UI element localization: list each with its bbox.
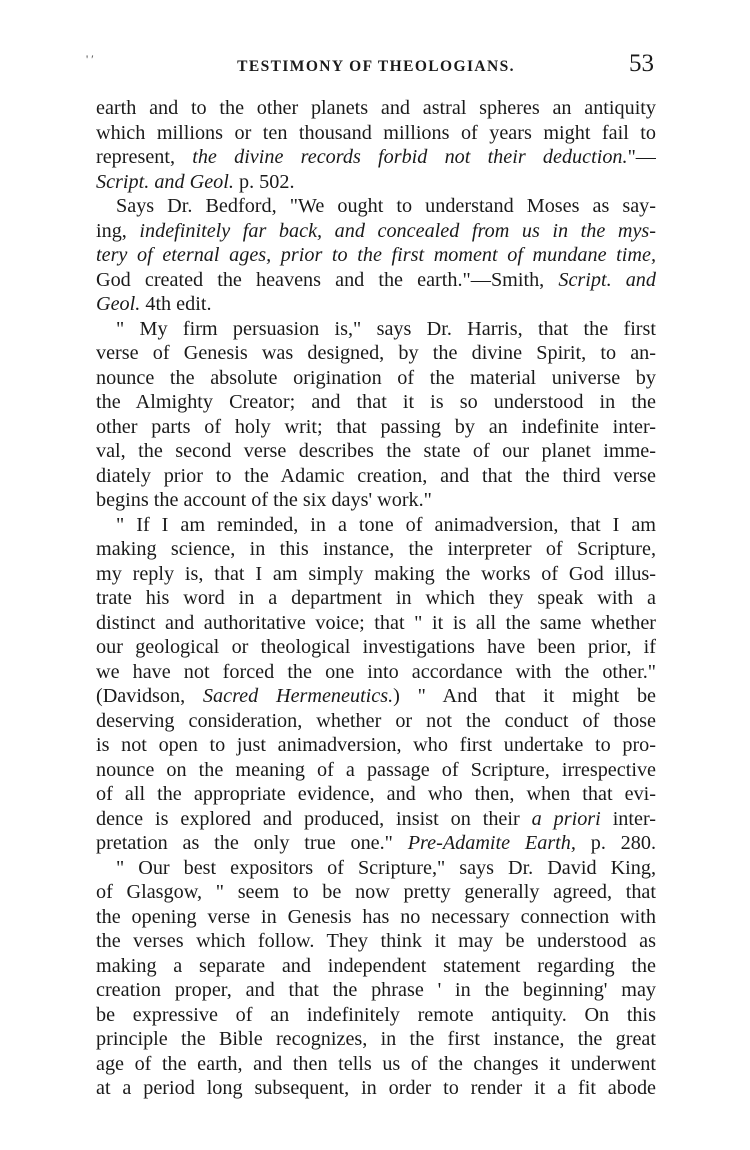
text-line [96, 905, 656, 930]
line-text: nounce on the meaning of a passage of Scripture, irrespective [96, 758, 656, 781]
line-text: earth and to the other planets and astral spheres an antiquity [96, 97, 656, 119]
line-text: is not open to just animadversion, who first undertake to pro- [96, 734, 656, 756]
text-line [96, 96, 656, 121]
text-line [96, 562, 656, 587]
text-line [96, 880, 656, 905]
line-text: " If I am reminded, in a tone of animadversion, that I am [116, 513, 656, 536]
line-italic: Script. and [558, 268, 656, 291]
text-line [96, 170, 656, 195]
page-number: 53 [629, 50, 654, 77]
page-header [86, 50, 656, 90]
text-line [96, 488, 656, 513]
line-text: verse of Genesis was designed, by the divine Spirit, to an- [96, 342, 656, 364]
text-line [96, 954, 656, 979]
line-text: which millions or ten thousand millions of years might fail to [96, 121, 656, 144]
line-text: deserving consideration, whether or not the conduct of those [96, 709, 656, 732]
line-text: the verses which follow. They think it may be understood as [96, 930, 656, 952]
text-line [96, 439, 656, 464]
line-text: of all the appropriate evidence, and who then, when that evi- [96, 783, 656, 805]
text-line [96, 660, 656, 685]
text-line [96, 513, 656, 538]
line-italic: the divine records forbid not their deduction. [192, 146, 628, 168]
line-text: God created the heavens and the earth."—Smith, [96, 268, 559, 291]
text-line [96, 219, 656, 244]
line-text: val, the second verse describes the state of our planet imme- [96, 440, 656, 462]
line-text: (Davidson, [96, 685, 203, 707]
line-text: of Glasgow, " seem to be now pretty generally agreed, that [96, 881, 656, 903]
line-text: be expressive of an indefinitely remote antiquity. On this [96, 1003, 656, 1026]
line-text: age of the earth, and then tells us of the changes it underwent [96, 1052, 656, 1075]
text-line [96, 464, 656, 489]
line-text: distinct and authoritative voice; that " it is all the same whether [96, 611, 656, 634]
text-line [96, 978, 656, 1003]
line-text: my reply is, that I am simply making the works of God illus- [96, 562, 656, 585]
line-text: " My firm persuasion is," says Dr. Harris, that the first [116, 317, 656, 340]
text-line [96, 145, 656, 170]
line-italic: Sacred Hermeneutics. [202, 685, 394, 707]
text-line [96, 684, 656, 709]
line-text-tail: inter- [600, 807, 656, 830]
line-text: making a separate and independent statement regarding the [96, 954, 656, 977]
text-line [96, 243, 656, 268]
line-italic: Script. and Geol. [96, 170, 234, 193]
line-text: Says Dr. Bedford, "We ought to understand Moses as say- [116, 195, 656, 217]
text-line [96, 292, 656, 317]
line-text: making science, in this instance, the interpreter of Scripture, [96, 538, 656, 560]
text-line [96, 390, 656, 415]
text-line [96, 317, 656, 342]
line-text: we have not forced the one into accordance with the other." [96, 660, 656, 683]
text-line [96, 121, 656, 146]
line-text: other parts of holy writ; that passing by an indefinite inter- [96, 415, 656, 438]
line-text: diately prior to the Adamic creation, and that the third verse [96, 464, 656, 487]
text-line [96, 709, 656, 734]
margin-mark: ' ′ [86, 52, 94, 66]
line-text-tail: p. 280. [575, 832, 656, 854]
line-text-tail: "— [627, 146, 656, 168]
line-text: the Almighty Creator; and that it is so understood in the [96, 391, 656, 413]
line-text: pretation as the only true one." [96, 832, 408, 854]
text-line [96, 611, 656, 636]
body-text [96, 96, 656, 1101]
text-line [96, 758, 656, 783]
text-line [96, 782, 656, 807]
line-text: at a period long subsequent, in order to render it a fit abode [96, 1077, 656, 1099]
text-line [96, 856, 656, 881]
line-text-tail: 4th edit. [140, 293, 212, 315]
line-text: ing, [96, 219, 140, 242]
text-line [96, 268, 656, 293]
text-line [96, 1003, 656, 1028]
line-text-tail: p. 502. [233, 170, 295, 193]
line-text: principle the Bible recognizes, in the first instance, the great [96, 1028, 656, 1050]
line-text-tail: ) " And that it might be [393, 685, 656, 707]
line-text: dence is explored and produced, insist on their [96, 807, 532, 830]
line-text: " Our best expositors of Scripture," says Dr. David King, [116, 856, 656, 879]
line-text: begins the account of the six days' work." [96, 489, 432, 511]
text-line [96, 929, 656, 954]
text-line [96, 635, 656, 660]
line-text: the opening verse in Genesis has no necessary connection with [96, 905, 656, 928]
text-line [96, 1027, 656, 1052]
running-head: TESTIMONY OF THEOLOGIANS. [237, 58, 515, 75]
line-italic: indefinitely far back, and concealed from us in the mys- [139, 219, 656, 242]
line-text: represent, [96, 146, 193, 168]
text-line [96, 341, 656, 366]
line-text: trate his word in a department in which they speak with a [96, 587, 656, 609]
line-text: nounce the absolute origination of the material universe by [96, 366, 656, 389]
text-line [96, 194, 656, 219]
text-line [96, 1052, 656, 1077]
text-line [96, 1076, 656, 1101]
text-line [96, 366, 656, 391]
line-italic: Geol. [96, 293, 141, 315]
text-line [96, 733, 656, 758]
line-text: our geological or theological investigations have been prior, if [96, 636, 656, 658]
text-line [96, 586, 656, 611]
text-line [96, 537, 656, 562]
line-italic: a priori [531, 807, 601, 830]
text-line [96, 415, 656, 440]
line-italic: tery of eternal ages, prior to the first moment of mundane time, [96, 244, 656, 266]
text-line [96, 807, 656, 832]
line-text: creation proper, and that the phrase ' in the beginning' may [96, 979, 656, 1001]
line-italic: Pre-Adamite Earth, [407, 832, 576, 854]
text-line [96, 831, 656, 856]
